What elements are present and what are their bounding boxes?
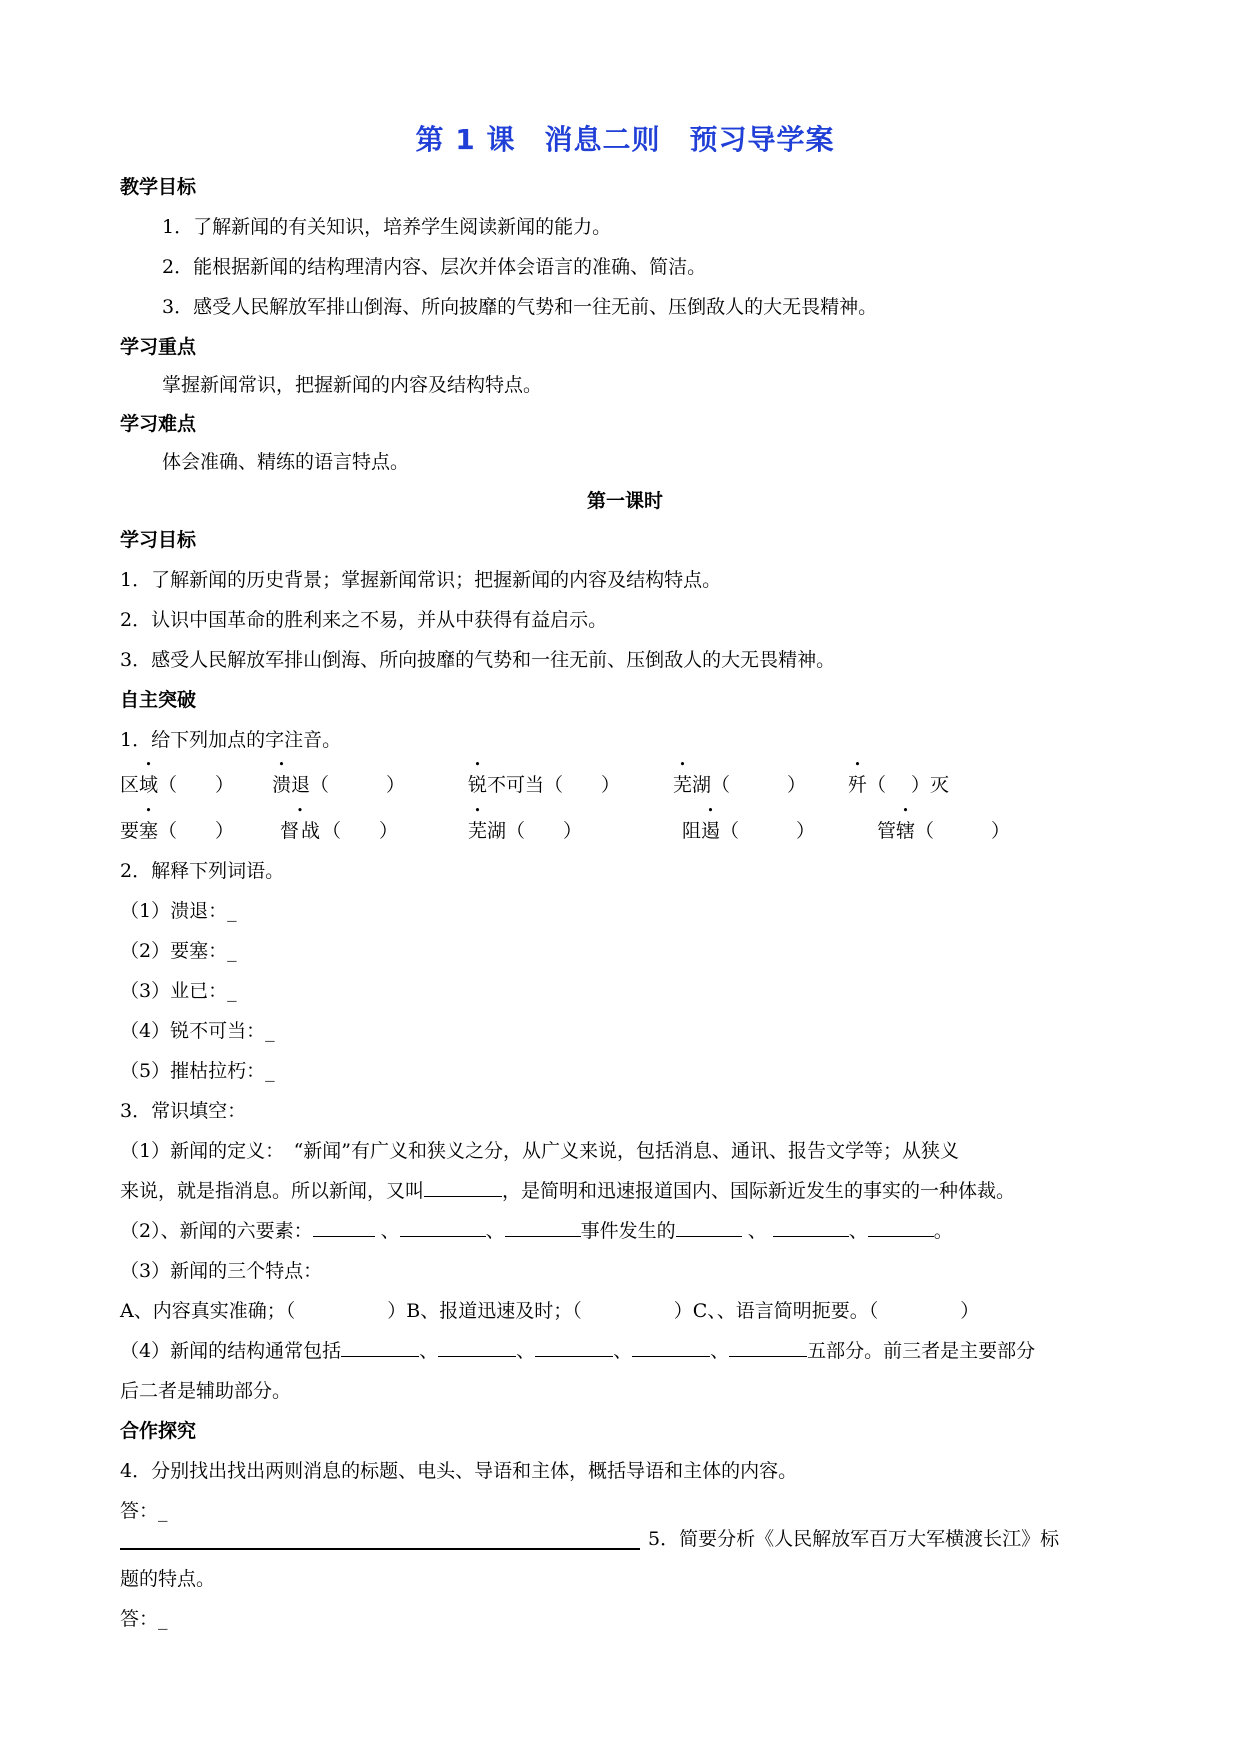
pinyin-item: 区域（ ）	[120, 774, 235, 796]
pinyin-item: 溃退（ ）	[272, 774, 406, 796]
question-2: 2．解释下列词语。	[120, 860, 285, 882]
word-item-3: （3）业已：_	[120, 980, 237, 1002]
word-item-1: （1）溃退：_	[120, 900, 237, 922]
word-item-2: （2）要塞：_	[120, 940, 237, 962]
answer-blank[interactable]	[438, 1338, 516, 1357]
difficulties-text: 体会准确、精练的语言特点。	[162, 451, 410, 473]
pinyin-item: 芜湖（ ）	[673, 774, 807, 796]
word-item-4: （4）锐不可当：_	[120, 1020, 275, 1042]
answer-blank[interactable]	[400, 1218, 486, 1237]
heading-self-study: 自主突破	[120, 689, 197, 711]
answer-5: 答：_	[120, 1608, 168, 1630]
question-5-cont: 题的特点。	[120, 1568, 216, 1590]
heading-teaching-goals: 教学目标	[120, 176, 197, 198]
heading-learning-goals: 学习目标	[120, 529, 197, 551]
answer-line[interactable]	[120, 1548, 640, 1550]
structure-line-2: 后二者是辅助部分。	[120, 1380, 292, 1402]
learning-goal-1: 1．了解新闻的历史背景；掌握新闻常识；把握新闻的内容及结构特点。	[120, 569, 722, 591]
question-1: 1．给下列加点的字注音。	[120, 729, 342, 751]
word-item-5: （5）摧枯拉朽：_	[120, 1060, 275, 1082]
answer-blank[interactable]	[424, 1178, 502, 1197]
question-5: 5．简要分析《人民解放军百万大军横渡长江》标	[648, 1528, 1060, 1550]
learning-goal-3: 3．感受人民解放军排山倒海、所向披靡的气势和一往无前、压倒敌人的大无畏精神。	[120, 649, 836, 671]
pinyin-row-1	[120, 772, 1130, 798]
heading-cooperative: 合作探究	[120, 1420, 197, 1442]
key-points-text: 掌握新闻常识，把握新闻的内容及结构特点。	[162, 374, 543, 396]
learning-goal-2: 2．认识中国革命的胜利来之不易，并从中获得有益启示。	[120, 609, 608, 631]
answer-blank[interactable]	[676, 1218, 742, 1237]
teaching-goal-2: 2．能根据新闻的结构理清内容、层次并体会语言的准确、简洁。	[162, 256, 707, 278]
pinyin-item: 芜湖（ ）	[468, 820, 583, 842]
pinyin-item: 督战（ ）	[280, 820, 399, 842]
answer-blank[interactable]	[535, 1338, 613, 1357]
lesson-heading: 第一课时	[586, 490, 663, 512]
three-features-line: A、内容真实准确；（ ）B、报道迅速及时；（ ）C、、语言简明扼要。（ ）	[120, 1300, 980, 1322]
page-title: 第 1 课 消息二则 预习导学案	[415, 123, 835, 156]
three-features-label: （3）新闻的三个特点：	[120, 1260, 323, 1282]
answer-blank[interactable]	[729, 1338, 807, 1357]
pinyin-item: 管辖（ ）	[877, 820, 1011, 842]
structure-line: （4）新闻的结构通常包括 、 、 、 、 五部分。前三者是主要部分	[120, 1340, 1036, 1362]
pinyin-item: 锐不可当（ ）	[468, 774, 621, 796]
answer-blank[interactable]	[632, 1338, 710, 1357]
answer-blank[interactable]	[505, 1218, 581, 1237]
six-elements-line: （2）、新闻的六要素： 、 、 事件发生的 、 、 。	[120, 1220, 953, 1242]
news-definition-line-1: （1）新闻的定义： “新闻”有广义和狭义之分，从广义来说，包括消息、通讯、报告文学等；从狭义	[120, 1140, 960, 1162]
answer-4: 答：_	[120, 1500, 168, 1522]
question-4: 4．分别找出找出两则消息的标题、电头、导语和主体，概括导语和主体的内容。	[120, 1460, 798, 1482]
pinyin-item: 要塞（ ）	[120, 820, 235, 842]
news-definition-line-2: 来说，就是指消息。所以新闻，又叫 ，是简明和迅速报道国内、国际新近发生的事实的一种体裁。	[120, 1180, 1016, 1202]
answer-blank[interactable]	[868, 1218, 934, 1237]
heading-key-points: 学习重点	[120, 336, 197, 358]
answer-blank[interactable]	[313, 1218, 375, 1237]
teaching-goal-1: 1．了解新闻的有关知识，培养学生阅读新闻的能力。	[162, 216, 612, 238]
pinyin-item: 歼（ ）灭	[848, 774, 950, 796]
question-3: 3．常识填空：	[120, 1100, 247, 1122]
answer-blank[interactable]	[773, 1218, 849, 1237]
pinyin-row-2	[120, 818, 1130, 844]
answer-blank[interactable]	[341, 1338, 419, 1357]
heading-difficulties: 学习难点	[120, 413, 197, 435]
pinyin-item: 阻遏（ ）	[682, 820, 816, 842]
teaching-goal-3: 3．感受人民解放军排山倒海、所向披靡的气势和一往无前、压倒敌人的大无畏精神。	[162, 296, 878, 318]
